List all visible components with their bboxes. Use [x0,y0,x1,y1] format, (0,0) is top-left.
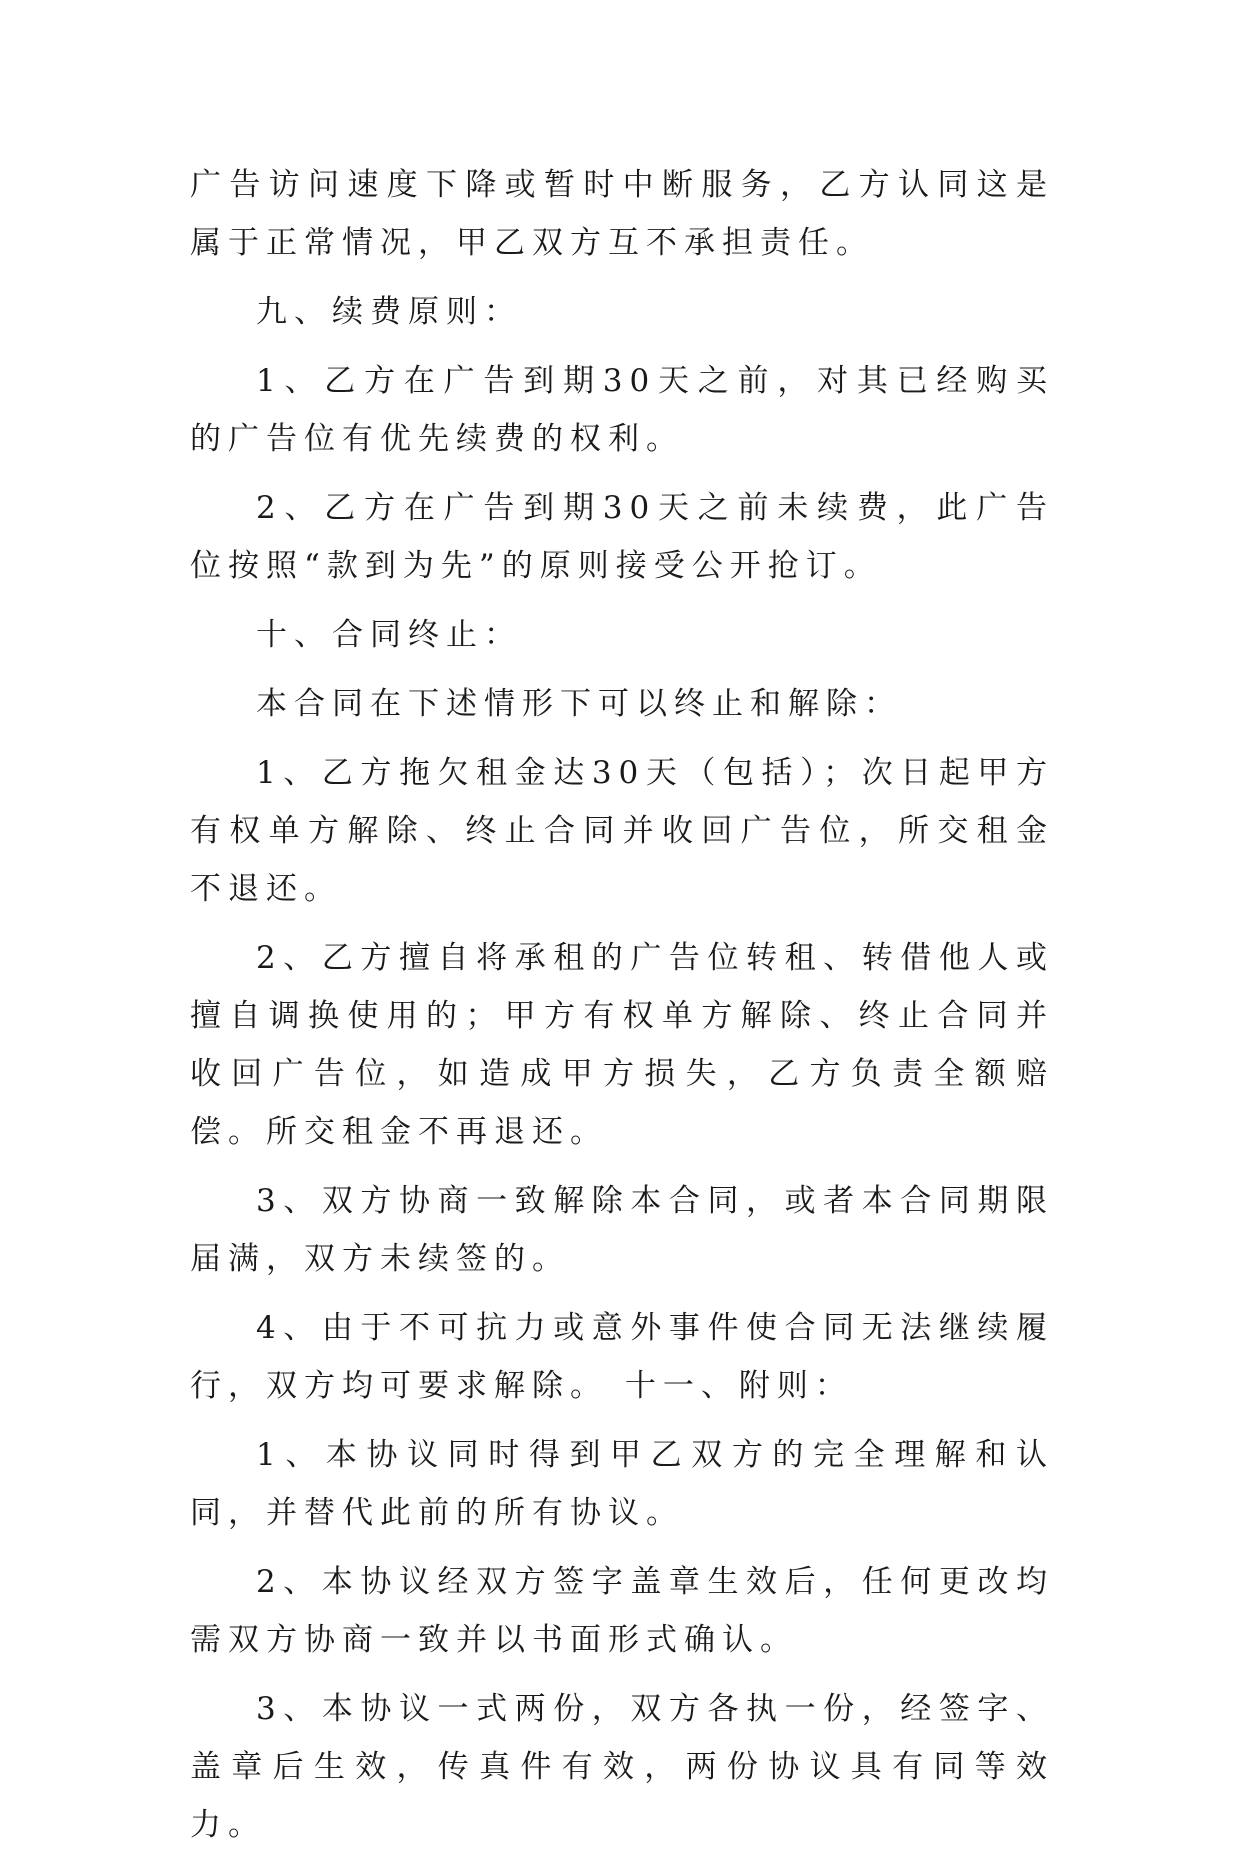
paragraph-termination-2: 2、乙方擅自将承租的广告位转租、转借他人或擅自调换使用的；甲方有权单方解除、终止合同并收回广告位，如造成甲方损失，乙方负责全额赔偿。所交租金不再退还。 [190,940,1054,1150]
paragraph-supplementary-3: 3、本协议一式两份，双方各执一份，经签字、盖章后生效，传真件有效，两份协议具有同等效力。 [190,1691,1054,1843]
paragraph-renewal-1: 1、乙方在广告到期30天之前，对其已经购买的广告位有优先续费的权利。 [190,363,1054,457]
section-heading-termination: 十、合同终止： [256,617,522,653]
document-page [190,156,1054,1865]
paragraph-termination-3: 3、双方协商一致解除本合同，或者本合同期限届满，双方未续签的。 [190,1183,1054,1277]
paragraph-termination-intro: 本合同在下述情形下可以终止和解除： [256,686,902,722]
paragraph-renewal-2: 2、乙方在广告到期30天之前未续费，此广告位按照“款到为先”的原则接受公开抢订。 [190,490,1054,584]
paragraph-termination-4: 4、由于不可抗力或意外事件使合同无法继续履行，双方均可要求解除。 十一、附则： [190,1310,1054,1404]
paragraph-supplementary-2: 2、本协议经双方签字盖章生效后，任何更改均需双方协商一致并以书面形式确认。 [190,1564,1054,1658]
paragraph-force-majeure-continuation: 广告访问速度下降或暂时中断服务，乙方认同这是属于正常情况，甲乙双方互不承担责任。 [190,167,1054,261]
paragraph-termination-1: 1、乙方拖欠租金达30天（包括）；次日起甲方有权单方解除、终止合同并收回广告位，所交租金不退还。 [190,755,1054,907]
paragraph-supplementary-1: 1、本协议同时得到甲乙双方的完全理解和认同，并替代此前的所有协议。 [190,1437,1054,1531]
section-heading-renewal: 九、续费原则： [256,294,522,330]
